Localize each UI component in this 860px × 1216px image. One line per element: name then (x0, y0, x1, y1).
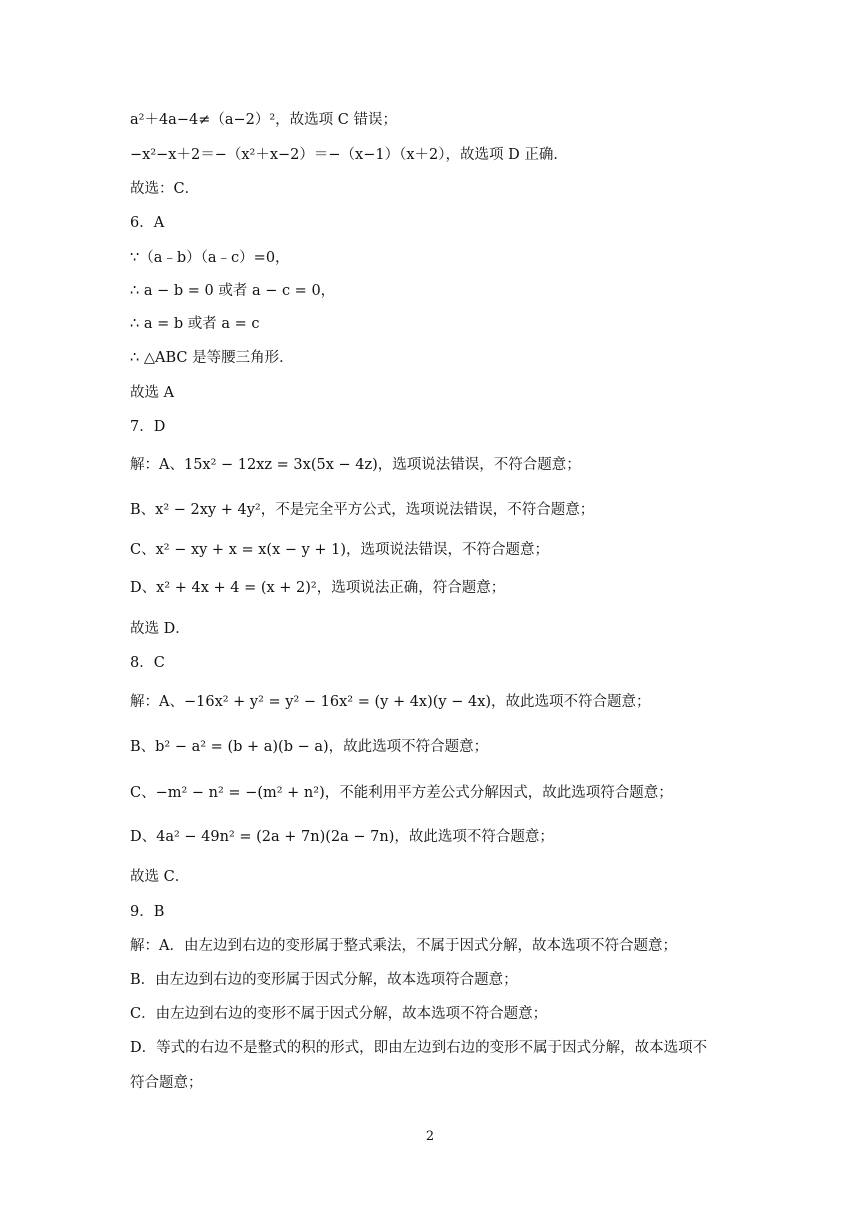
question-answer: 6．A (130, 215, 165, 231)
text-line: 解：A．由左边到右边的变形属于整式乘法，不属于因式分解，故本选项不符合题意； (130, 938, 677, 954)
text-line: D、x² + 4x + 4 = (x + 2)²，选项说法正确，符合题意； (130, 580, 506, 596)
text-line: a²＋4a−4≠（a−2）²，故选项 C 错误； (130, 112, 397, 128)
text-line: ∴ a = b 或者 a = c (130, 316, 260, 332)
text-line: B、b² − a² = (b + a)(b − a)，故此选项不符合题意； (130, 739, 489, 755)
text-line: C．由左边到右边的变形不属于因式分解，故本选项不符合题意； (130, 1006, 548, 1022)
text-line: 解：A、15x² − 12xz = 3x(5x − 4z)，选项说法错误，不符合题意； (130, 457, 581, 473)
text-line: 解：A、−16x² + y² = y² − 16x² = (y + 4x)(y − 4x)，故此选项不符合题意； (130, 694, 651, 710)
question-answer: 7．D (130, 419, 166, 435)
text-line: 故选 D． (130, 621, 190, 637)
text-line: ∴ △ABC 是等腰三角形． (130, 350, 294, 366)
text-line: B、x² − 2xy + 4y²，不是完全平方公式，选项说法错误，不符合题意； (130, 502, 595, 518)
text-line: −x²−x＋2＝−（x²＋x−2）＝−（x−1）（x＋2），故选项 D 正确． (130, 147, 568, 163)
text-line: 故选 C． (130, 869, 190, 885)
text-line: C、x² − xy + x = x(x − y + 1)，选项说法错误，不符合题意； (130, 542, 550, 558)
text-line: D、4a² − 49n² = (2a + 7n)(2a − 7n)，故此选项不符合题意； (130, 829, 554, 845)
question-answer: 8．C (130, 655, 165, 671)
text-line: D．等式的右边不是整式的积的形式，即由左边到右边的变形不属于因式分解，故本选项不 (130, 1040, 708, 1056)
text-line: 故选：C． (130, 181, 200, 197)
text-line: 符合题意； (130, 1075, 203, 1091)
text-line: ∵（a﹣b）（a﹣c）=0， (130, 250, 290, 266)
text-line: 故选 A (130, 385, 175, 401)
text-line: C、−m² − n² = −(m² + n²)，不能利用平方差公式分解因式，故此选项符合题意； (130, 785, 673, 801)
text-line: B．由左边到右边的变形属于因式分解，故本选项符合题意； (130, 972, 518, 988)
question-answer: 9．B (130, 904, 165, 920)
text-line: ∴ a − b = 0 或者 a − c = 0， (130, 283, 336, 299)
page-number: 2 (425, 1129, 435, 1144)
